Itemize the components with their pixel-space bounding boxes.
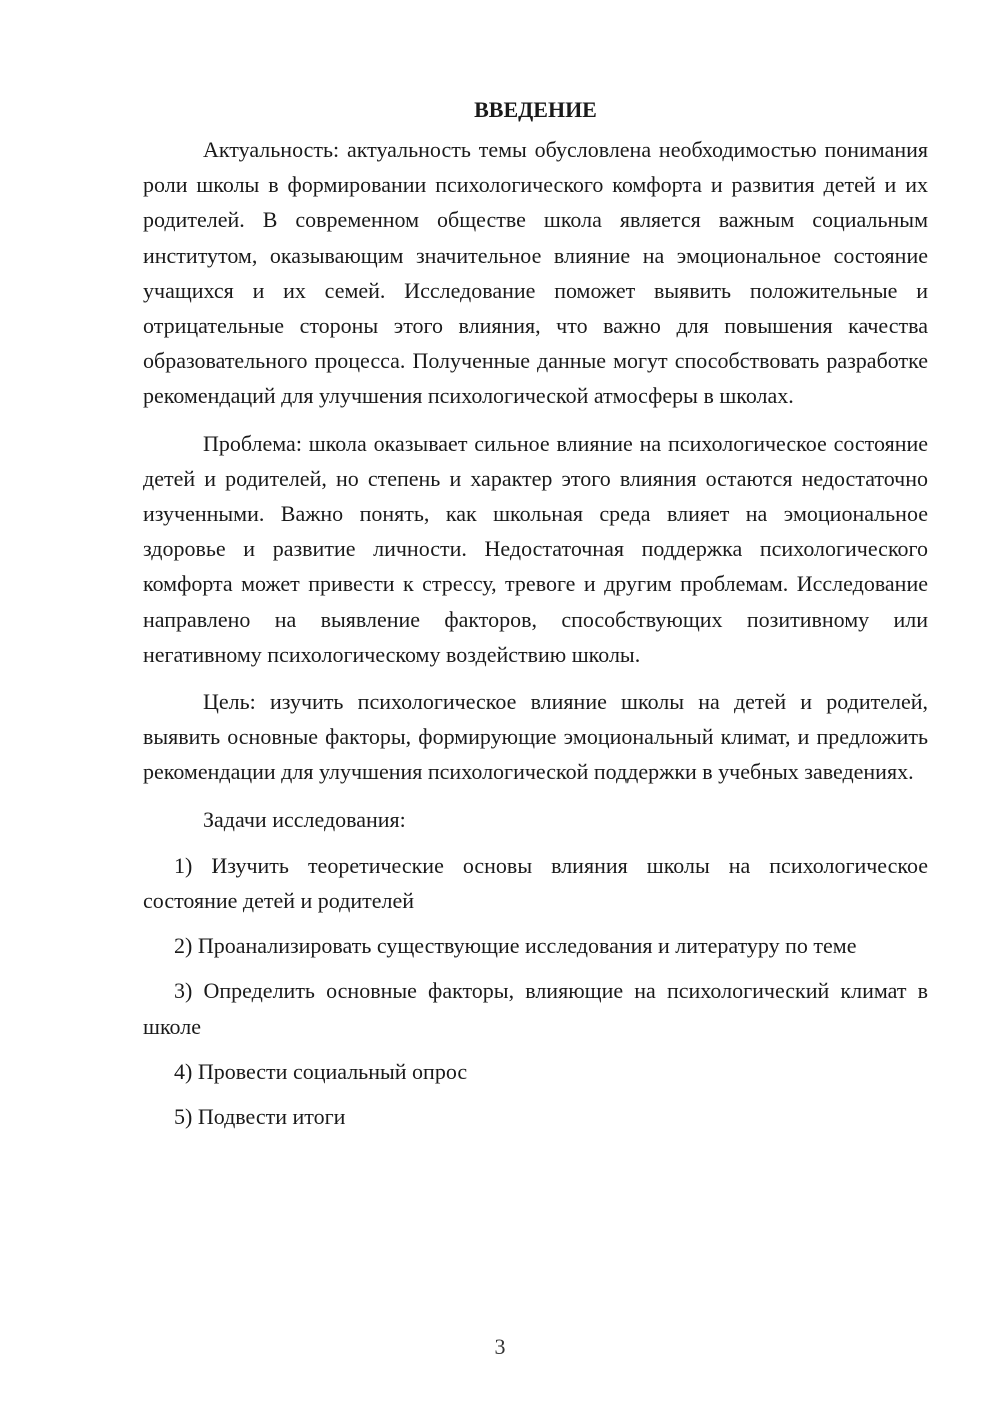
- list-item: 3) Определить основные факторы, влияющие на психологический климат в школе: [143, 978, 928, 1039]
- list-item: 4) Провести социальный опрос: [174, 1058, 468, 1084]
- list-item: 2) Проанализировать существующие исследования и литературу по теме: [174, 933, 857, 959]
- document-page: [143, 92, 928, 1144]
- tasks-heading: Задачи исследования:: [203, 806, 406, 832]
- list-item: 5) Подвести итоги: [174, 1104, 346, 1130]
- paragraph-goal: Цель: изучить психологическое влияние школы на детей и родителей, выявить основные факторы, формирующие эмоциональный климат, и предложить рекомендации для улучшения психологической поддержки в учебных заведениях.: [143, 689, 928, 785]
- paragraph-problem: Проблема: школа оказывает сильное влияние на психологическое состояние детей и родителей, но степень и характер этого влияния остаются недостаточно изученными. Важно понять, как школьная среда влияет на эмоциональное здоровье и развитие личности. Недостаточная поддержка психологического комфорта может привести к стрессу, тревоге и другим проблемам. Исследование направлено на выявление факторов, способствующих позитивному или негативному психологическому воздействию школы.: [143, 430, 928, 667]
- page-title: ВВЕДЕНИЕ: [474, 97, 597, 122]
- tasks-list: [143, 848, 928, 1134]
- page-number: 3: [494, 1334, 506, 1359]
- paragraph-relevance: Актуальность: актуальность темы обусловлена необходимостью понимания роли школы в формировании психологического комфорта и развития детей и их родителей. В современном обществе школа является важным социальным институтом, оказывающим значительное влияние на эмоциональное состояние учащихся и их семей. Исследование поможет выявить положительные и отрицательные стороны этого влияния, что важно для повышения качества образовательного процесса. Полученные данные могут способствовать разработке рекомендаций для улучшения психологической атмосферы в школах.: [143, 137, 928, 409]
- list-item: 1) Изучить теоретические основы влияния школы на психологическое состояние детей и родителей: [143, 852, 928, 914]
